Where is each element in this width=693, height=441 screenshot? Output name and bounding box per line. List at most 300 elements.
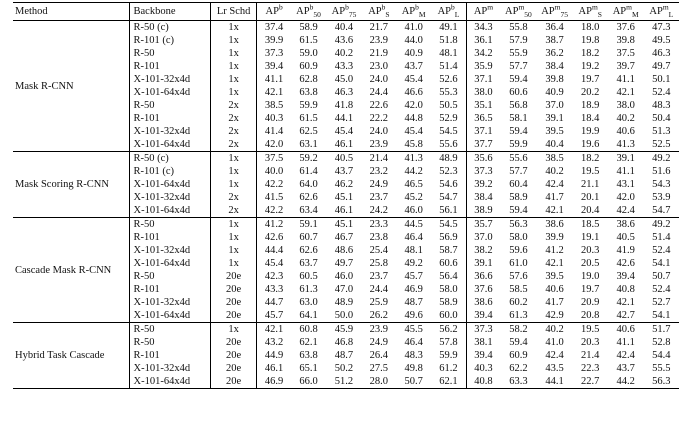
metric-value: 40.2 [545, 166, 564, 177]
metric-value: 56.4 [439, 271, 458, 282]
metric-value: 54.7 [652, 205, 671, 216]
metric-value: 41.2 [545, 245, 564, 256]
metric-value: 37.0 [545, 100, 564, 111]
metric-value: 41.8 [334, 100, 354, 111]
results-table [13, 2, 679, 389]
metric-value: 18.4 [581, 113, 600, 124]
lr-schd-header: Lr Schd [210, 3, 257, 21]
metric-value: 39.7 [616, 61, 635, 72]
metric-value: 63.8 [299, 350, 318, 361]
lr-schd-cell: 20e [210, 270, 257, 283]
metric-value: 24.4 [369, 284, 389, 295]
method-group [13, 152, 679, 218]
backbone-cell: R-50 [129, 218, 210, 232]
metric-header-sup: m [626, 2, 632, 12]
metric-value: 60.7 [299, 232, 318, 243]
results-table-container [13, 2, 679, 389]
metric-value: 39.4 [257, 60, 291, 73]
metric-header-sup: m [591, 2, 598, 12]
metric-value: 19.7 [581, 74, 600, 85]
metric-value: 49.6 [404, 310, 423, 321]
metric-value: 42.0 [616, 192, 635, 203]
metric-value: 37.0 [466, 231, 500, 244]
metric-value: 50.7 [652, 271, 671, 282]
metric-value: 26.2 [369, 310, 389, 321]
metric-value: 35.9 [466, 60, 500, 73]
metric-value: 58.0 [439, 284, 458, 295]
metric-value: 46.0 [334, 271, 354, 282]
lr-schd-cell: 20e [210, 283, 257, 296]
lr-schd-cell: 1x [210, 178, 257, 191]
metric-value: 41.0 [545, 337, 564, 348]
metric-value: 37.1 [466, 73, 500, 86]
metric-value: 40.5 [334, 153, 354, 164]
metric-header-sup: m [487, 2, 494, 12]
metric-value: 52.7 [652, 297, 671, 308]
metric-value: 65.1 [299, 363, 318, 374]
metric-value: 55.6 [509, 153, 528, 164]
metric-value: 63.0 [299, 297, 318, 308]
metric-value: 59.2 [299, 153, 318, 164]
metric-header [537, 3, 573, 21]
metric-header-sub: 50 [524, 10, 532, 20]
metric-value: 18.0 [581, 22, 600, 33]
metric-value: 58.9 [299, 22, 318, 33]
metric-value: 63.7 [299, 258, 318, 269]
metric-value: 50.5 [439, 100, 458, 111]
metric-value: 37.6 [466, 283, 500, 296]
metric-value: 42.2 [257, 204, 291, 218]
metric-value: 38.6 [466, 296, 500, 309]
backbone-cell: X-101-32x4d [129, 244, 210, 257]
metric-value: 37.3 [257, 47, 291, 60]
metric-value: 19.5 [581, 166, 600, 177]
metric-value: 37.3 [466, 323, 500, 337]
metric-value: 42.6 [257, 231, 291, 244]
metric-value: 39.1 [466, 257, 500, 270]
metric-value: 20.8 [581, 310, 600, 321]
metric-value: 59.4 [509, 74, 528, 85]
metric-value: 51.2 [334, 376, 354, 387]
metric-value: 45.0 [334, 74, 354, 85]
metric-value: 44.2 [616, 376, 635, 387]
metric-value: 64.0 [299, 179, 318, 190]
metric-value: 36.5 [466, 112, 500, 125]
metric-value: 51.6 [652, 166, 671, 177]
metric-value: 60.9 [509, 350, 528, 361]
metric-value: 50.0 [334, 310, 354, 321]
metric-value: 23.7 [369, 192, 389, 203]
metric-value: 42.1 [616, 297, 635, 308]
metric-value: 37.4 [257, 21, 291, 35]
lr-schd-cell: 1x [210, 165, 257, 178]
metric-value: 49.2 [652, 219, 671, 230]
metric-value: 38.4 [466, 191, 500, 204]
metric-value: 24.0 [369, 126, 389, 137]
backbone-cell: R-50 [129, 47, 210, 60]
metric-value: 43.2 [257, 336, 291, 349]
metric-value: 43.7 [334, 166, 354, 177]
lr-schd-cell: 2x [210, 99, 257, 112]
backbone-cell: R-50 (c) [129, 21, 210, 35]
metric-header-sub: S [385, 10, 390, 20]
metric-value: 38.4 [545, 61, 564, 72]
metric-value: 42.2 [257, 178, 291, 191]
metric-header [500, 3, 536, 21]
backbone-cell: X-101-64x4d [129, 204, 210, 218]
metric-value: 60.2 [509, 297, 528, 308]
metric-value: 42.1 [257, 86, 291, 99]
metric-value: 48.3 [404, 350, 423, 361]
metric-value: 41.4 [257, 125, 291, 138]
method-name: Cascade Mask R-CNN [15, 264, 112, 276]
metric-value: 55.3 [439, 87, 458, 98]
method-name: Hybrid Task Cascade [15, 350, 105, 361]
metric-value: 23.7 [369, 271, 389, 282]
lr-schd-cell: 20e [210, 349, 257, 362]
metric-value: 60.4 [509, 179, 528, 190]
metric-header-base: AP [331, 6, 346, 17]
metric-value: 40.4 [545, 139, 564, 150]
metric-value: 24.4 [369, 87, 389, 98]
metric-value: 49.2 [404, 258, 423, 269]
metric-value: 38.6 [616, 219, 635, 230]
metric-value: 43.7 [616, 363, 635, 374]
backbone-cell: R-101 [129, 231, 210, 244]
metric-value: 58.2 [509, 324, 528, 335]
backbone-cell: R-101 (c) [129, 165, 210, 178]
metric-value: 58.0 [509, 232, 528, 243]
metric-value: 45.7 [257, 309, 291, 323]
metric-header-sup: b [451, 2, 455, 12]
metric-value: 43.5 [545, 363, 564, 374]
metric-value: 42.1 [257, 323, 291, 337]
metric-value: 39.4 [616, 271, 635, 282]
metric-value: 58.9 [439, 297, 458, 308]
metric-value: 45.4 [334, 126, 354, 137]
lr-schd-cell: 20e [210, 336, 257, 349]
metric-value: 42.0 [404, 100, 423, 111]
metric-value: 39.1 [616, 153, 635, 164]
metric-value: 46.3 [334, 87, 354, 98]
metric-value: 46.8 [334, 337, 354, 348]
lr-schd-cell: 2x [210, 112, 257, 125]
metric-value: 25.8 [369, 258, 389, 269]
metric-header-base: AP [296, 6, 310, 17]
metric-value: 49.7 [652, 61, 671, 72]
metric-value: 48.9 [439, 153, 458, 164]
metric-value: 52.4 [652, 245, 671, 256]
metric-value: 20.5 [581, 258, 600, 269]
metric-value: 24.2 [369, 205, 389, 216]
backbone-cell: X-101-32x4d [129, 191, 210, 204]
metric-value: 38.6 [545, 219, 564, 230]
table-row [13, 218, 679, 232]
metric-value: 46.6 [404, 87, 423, 98]
backbone-cell: X-101-32x4d [129, 296, 210, 309]
metric-header-base: AP [541, 6, 555, 17]
backbone-cell: X-101-64x4d [129, 309, 210, 323]
metric-value: 47.3 [652, 22, 671, 33]
metric-value: 23.9 [369, 324, 389, 335]
metric-value: 50.7 [404, 376, 423, 387]
metric-value: 61.0 [509, 258, 528, 269]
metric-value: 38.9 [466, 204, 500, 218]
metric-value: 23.9 [369, 139, 389, 150]
metric-value: 46.1 [334, 139, 354, 150]
metric-value: 36.1 [466, 34, 500, 47]
lr-schd-cell: 1x [210, 323, 257, 337]
metric-header [644, 3, 679, 21]
metric-header-sup: m [518, 2, 525, 12]
metric-value: 61.5 [299, 35, 318, 46]
metric-value: 42.9 [545, 310, 564, 321]
metric-value: 45.1 [334, 219, 354, 230]
metric-value: 37.6 [616, 22, 635, 33]
metric-value: 62.2 [509, 363, 528, 374]
metric-value: 41.7 [545, 192, 564, 203]
metric-value: 51.4 [652, 232, 671, 243]
metric-value: 39.1 [545, 113, 564, 124]
metric-header [396, 3, 431, 21]
method-group [13, 323, 679, 389]
metric-value: 19.1 [581, 232, 600, 243]
metric-header-base: AP [578, 6, 592, 17]
backbone-cell: R-101 (c) [129, 34, 210, 47]
method-name: Mask R-CNN [15, 80, 74, 92]
metric-value: 52.5 [652, 139, 671, 150]
metric-value: 56.2 [439, 324, 458, 335]
metric-value: 39.8 [616, 35, 635, 46]
metric-value: 40.5 [616, 232, 635, 243]
metric-value: 59.4 [509, 337, 528, 348]
backbone-cell: X-101-32x4d [129, 73, 210, 86]
metric-value: 44.1 [545, 376, 564, 387]
metric-value: 63.4 [299, 205, 318, 216]
metric-value: 44.8 [404, 113, 423, 124]
metric-value: 41.2 [257, 218, 291, 232]
metric-value: 61.4 [299, 166, 318, 177]
metric-value: 42.0 [257, 138, 291, 152]
metric-value: 46.4 [404, 232, 423, 243]
metric-value: 36.2 [545, 48, 564, 59]
metric-value: 52.8 [652, 337, 671, 348]
metric-value: 38.1 [466, 336, 500, 349]
metric-header-base: AP [437, 6, 451, 17]
metric-value: 18.2 [581, 153, 600, 164]
metric-header-sup: m [554, 2, 561, 12]
metric-header [431, 3, 466, 21]
lr-schd-cell: 2x [210, 204, 257, 218]
metric-value: 28.0 [369, 376, 389, 387]
backbone-header: Backbone [129, 3, 210, 21]
metric-value: 22.7 [581, 376, 600, 387]
metric-header-base: AP [612, 6, 627, 17]
metric-value: 52.9 [439, 113, 458, 124]
metric-value: 46.9 [257, 375, 291, 389]
metric-value: 42.7 [616, 310, 635, 321]
metric-value: 39.9 [545, 232, 564, 243]
metric-value: 19.0 [581, 271, 600, 282]
metric-value: 27.5 [369, 363, 389, 374]
metric-value: 60.6 [509, 87, 528, 98]
metric-value: 59.9 [439, 350, 458, 361]
metric-value: 40.8 [616, 284, 635, 295]
metric-value: 20.9 [581, 297, 600, 308]
metric-value: 63.1 [299, 139, 318, 150]
metric-value: 50.1 [652, 74, 671, 85]
metric-value: 40.6 [616, 126, 635, 137]
metric-header [362, 3, 396, 21]
metric-value: 43.3 [257, 283, 291, 296]
metric-value: 44.2 [404, 166, 423, 177]
metric-header-sub: 75 [560, 10, 568, 20]
metric-value: 42.4 [545, 179, 564, 190]
table-header [13, 3, 679, 21]
metric-value: 44.1 [334, 113, 354, 124]
metric-value: 66.0 [299, 376, 318, 387]
metric-value: 59.4 [509, 205, 528, 216]
metric-value: 58.9 [509, 192, 528, 203]
metric-value: 40.3 [466, 362, 500, 375]
metric-value: 61.3 [509, 310, 528, 321]
metric-value: 19.5 [581, 324, 600, 335]
metric-value: 54.5 [439, 126, 458, 137]
metric-header-sup: b [415, 2, 419, 12]
metric-value: 41.7 [545, 297, 564, 308]
metric-value: 52.3 [439, 166, 458, 177]
metric-header [573, 3, 608, 21]
metric-value: 55.5 [652, 363, 671, 374]
metric-value: 48.9 [334, 297, 354, 308]
metric-value: 54.7 [439, 192, 458, 203]
metric-value: 40.2 [545, 324, 564, 335]
metric-value: 43.6 [334, 35, 354, 46]
metric-value: 51.4 [439, 61, 458, 72]
lr-schd-cell: 1x [210, 86, 257, 99]
metric-value: 44.7 [257, 296, 291, 309]
metric-header-sub: L [454, 10, 460, 20]
metric-value: 44.9 [257, 349, 291, 362]
backbone-cell: R-101 [129, 283, 210, 296]
metric-value: 46.4 [404, 337, 423, 348]
metric-value: 48.7 [404, 297, 423, 308]
metric-value: 54.4 [652, 350, 671, 361]
metric-value: 45.4 [404, 74, 423, 85]
metric-value: 46.1 [257, 362, 291, 375]
metric-header-base: AP [649, 6, 663, 17]
metric-value: 41.3 [616, 139, 635, 150]
metric-value: 51.8 [439, 35, 458, 46]
backbone-cell: R-50 [129, 270, 210, 283]
metric-value: 24.9 [369, 179, 389, 190]
lr-schd-cell: 1x [210, 47, 257, 60]
metric-header [326, 3, 361, 21]
metric-value: 62.8 [299, 74, 318, 85]
metric-header [608, 3, 644, 21]
method-group [13, 218, 679, 323]
metric-value: 20.2 [581, 87, 600, 98]
metric-value: 22.3 [581, 363, 600, 374]
metric-value: 60.6 [439, 258, 458, 269]
metric-value: 57.9 [509, 35, 528, 46]
metric-value: 59.0 [299, 48, 318, 59]
metric-value: 62.6 [299, 245, 318, 256]
metric-header-sup: b [278, 2, 283, 12]
metric-header-base: AP [265, 6, 279, 17]
metric-value: 55.8 [509, 22, 528, 33]
metric-header [257, 3, 291, 21]
metric-value: 60.5 [299, 271, 318, 282]
metric-value: 34.2 [466, 47, 500, 60]
method-group [13, 21, 679, 152]
metric-header-sup: b [381, 2, 386, 12]
metric-value: 54.6 [439, 179, 458, 190]
metric-value: 59.6 [509, 245, 528, 256]
metric-value: 42.4 [616, 205, 635, 216]
metric-value: 58.5 [509, 284, 528, 295]
metric-value: 40.2 [334, 48, 354, 59]
metric-value: 59.9 [299, 100, 318, 111]
metric-value: 45.5 [404, 324, 423, 335]
method-name: Mask Scoring R-CNN [15, 179, 109, 190]
metric-value: 44.4 [257, 244, 291, 257]
metric-value: 50.2 [334, 363, 354, 374]
backbone-cell: X-101-64x4d [129, 86, 210, 99]
backbone-cell: X-101-64x4d [129, 178, 210, 191]
metric-value: 39.2 [466, 178, 500, 191]
metric-value: 56.8 [509, 100, 528, 111]
lr-schd-cell: 1x [210, 34, 257, 47]
metric-value: 57.6 [509, 271, 528, 282]
metric-value: 19.7 [581, 284, 600, 295]
metric-header-base: AP [473, 6, 488, 17]
backbone-cell: R-101 [129, 112, 210, 125]
metric-value: 42.3 [257, 270, 291, 283]
metric-value: 40.9 [545, 87, 564, 98]
metric-header-base: AP [401, 6, 416, 17]
metric-value: 39.5 [545, 126, 564, 137]
metric-value: 37.7 [466, 138, 500, 152]
lr-schd-cell: 1x [210, 73, 257, 86]
metric-value: 23.0 [369, 61, 389, 72]
metric-value: 61.2 [439, 363, 458, 374]
metric-header-sub: M [632, 10, 639, 20]
metric-value: 57.7 [509, 166, 528, 177]
metric-value: 45.2 [404, 192, 423, 203]
metric-value: 18.5 [581, 219, 600, 230]
metric-value: 21.4 [369, 153, 389, 164]
metric-value: 45.8 [404, 139, 423, 150]
metric-value: 45.4 [404, 126, 423, 137]
lr-schd-cell: 20e [210, 309, 257, 323]
metric-value: 46.7 [334, 232, 354, 243]
metric-value: 52.4 [652, 284, 671, 295]
backbone-cell: R-50 [129, 323, 210, 337]
metric-value: 45.1 [334, 192, 354, 203]
metric-value: 37.5 [257, 152, 291, 166]
lr-schd-cell: 1x [210, 231, 257, 244]
metric-value: 46.1 [334, 205, 354, 216]
metric-header [466, 3, 500, 21]
metric-value: 38.7 [545, 35, 564, 46]
metric-value: 42.6 [616, 258, 635, 269]
backbone-cell: X-101-32x4d [129, 125, 210, 138]
metric-value: 21.7 [369, 22, 389, 33]
metric-value: 23.2 [369, 166, 389, 177]
metric-value: 26.4 [369, 350, 389, 361]
metric-value: 45.4 [257, 257, 291, 270]
